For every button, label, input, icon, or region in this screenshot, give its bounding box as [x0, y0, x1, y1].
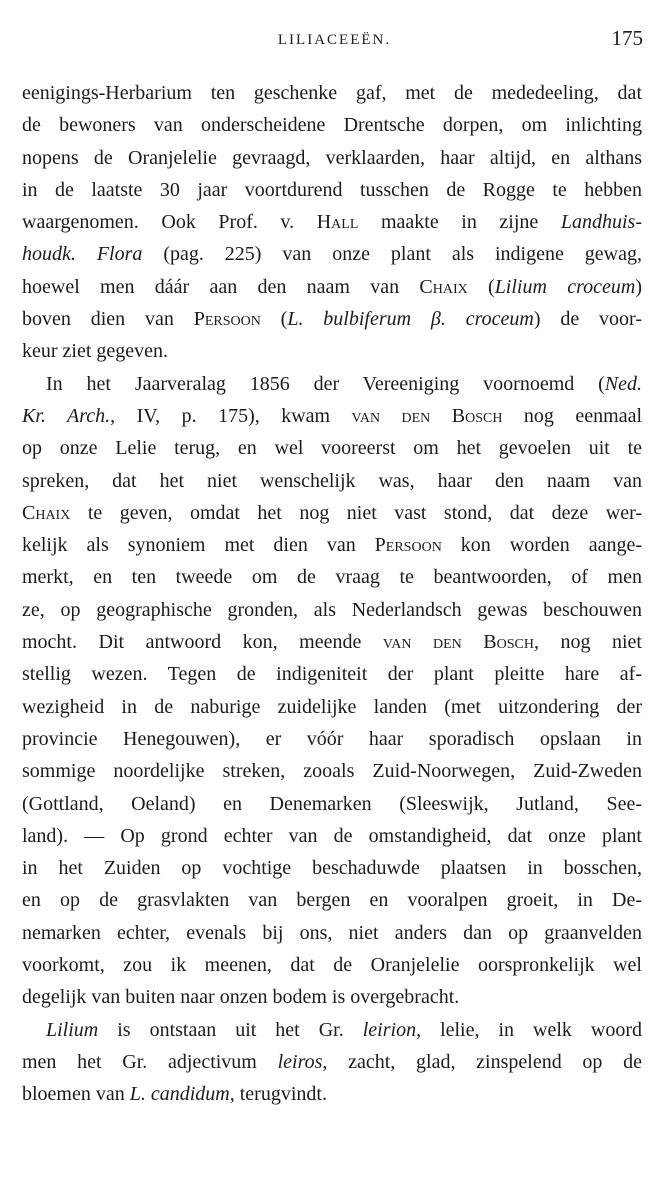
- text-span: wezigheid in de naburige zuidelijke landen (met uitzondering der: [22, 695, 642, 718]
- italic-span: Lilium croceum: [494, 275, 636, 298]
- text-span: (pag. 225) van onze plant als indigene gewag,: [142, 243, 642, 266]
- text-line: [22, 691, 642, 723]
- small-caps-span: Persoon: [374, 534, 442, 557]
- text-line: [22, 594, 642, 626]
- body-text: [22, 77, 642, 1111]
- running-title: LILIACEEËN.: [277, 32, 392, 48]
- text-line: [22, 981, 642, 1013]
- text-span: voorkomt, zou ik meenen, dat de Oranjelelie oorspronkelijk wel: [22, 954, 642, 977]
- text-span: maakte in zijne: [358, 211, 561, 234]
- text-line: [22, 109, 642, 141]
- text-span: , IV, p. 175), kwam: [110, 404, 352, 427]
- text-line: [22, 335, 642, 367]
- text-line: [22, 917, 642, 949]
- italic-span: leirion: [362, 1018, 417, 1041]
- text-span: op onze Lelie terug, en wel vooreerst om het gevoelen uit te: [22, 437, 642, 460]
- italic-span: Lilium: [46, 1018, 99, 1041]
- italic-span: Ned.: [604, 372, 642, 395]
- italic-span: L. candidum: [129, 1083, 230, 1106]
- text-line: [22, 884, 642, 916]
- italic-span: Flora: [96, 243, 143, 266]
- text-span: nog eenmaal: [502, 404, 642, 427]
- text-line: [22, 368, 642, 400]
- text-span: ze, op geographische gronden, als Nederlandsch gewas beschouwen: [22, 598, 642, 621]
- text-line: [22, 238, 642, 270]
- small-caps-span: van den: [351, 404, 431, 427]
- text-span: , nog niet: [533, 631, 642, 654]
- italic-span: Kr. Arch.: [22, 404, 111, 427]
- small-caps-span: Chaix: [419, 275, 468, 298]
- italic-span: houdk.: [22, 243, 76, 266]
- text-span: (: [467, 275, 495, 298]
- text-span: waargenomen. Ook Prof. v.: [22, 211, 317, 234]
- small-caps-span: van den: [382, 631, 462, 654]
- text-line: [22, 788, 642, 820]
- page-number: 175: [611, 26, 643, 50]
- italic-span: Landhuis-: [560, 211, 642, 234]
- small-caps-span: Hall: [316, 211, 359, 234]
- text-span: de bewoners van onderscheidene Drentsche dorpen, om inlichting: [22, 114, 642, 137]
- text-line: [22, 1014, 642, 1046]
- text-line: [22, 206, 642, 238]
- text-line: [22, 465, 642, 497]
- text-span: , zacht, glad, zinspelend op de: [322, 1050, 642, 1073]
- text-span: (Gottland, Oeland) en Denemarken (Sleeswijk, Jutland, See-: [22, 792, 642, 815]
- italic-span: leiros: [277, 1050, 323, 1073]
- text-line: [22, 949, 642, 981]
- small-caps-span: Bosch: [451, 404, 503, 427]
- italic-span: L. bulbiferum β. croceum: [287, 308, 534, 331]
- text-line: [22, 723, 642, 755]
- text-span: in het Zuiden op vochtige beschaduwde plaatsen in bosschen,: [22, 857, 642, 880]
- text-line: [22, 755, 642, 787]
- text-line: [22, 852, 642, 884]
- text-span: kelijk als synoniem met dien van: [22, 534, 375, 557]
- text-line: [22, 820, 642, 852]
- text-span: nemarken echter, evenals bij ons, niet anders dan op graanvelden: [22, 921, 642, 944]
- text-span: nopens de Oranjelelie gevraagd, verklaarden, haar altijd, en althans: [22, 146, 642, 169]
- text-span: (: [260, 308, 288, 331]
- text-span: , terugvindt.: [229, 1083, 327, 1106]
- text-line: [22, 626, 642, 658]
- text-span: kon worden aange-: [441, 534, 642, 557]
- text-span: hoewel men dáár aan den naam van: [22, 275, 420, 298]
- text-span: te geven, omdat het nog niet vast stond, dat deze wer-: [70, 501, 642, 524]
- text-span: ): [635, 275, 642, 298]
- text-span: in de laatste 30 jaar voortdurend tusschen de Rogge te hebben: [22, 178, 642, 201]
- text-line: [22, 1046, 642, 1078]
- text-span: sommige noordelijke streken, zooals Zuid-Noorwegen, Zuid-Zweden: [22, 760, 642, 783]
- text-span: merkt, en ten tweede om de vraag te beantwoorden, of men: [22, 566, 642, 589]
- text-line: [22, 303, 642, 335]
- text-span: provincie Henegouwen), er vóór haar sporadisch opslaan in: [22, 727, 642, 750]
- text-span: is ontstaan uit het Gr.: [98, 1018, 363, 1041]
- small-caps-span: Persoon: [193, 308, 261, 331]
- text-line: [22, 1078, 642, 1110]
- text-span: mocht. Dit antwoord kon, meende: [22, 631, 383, 654]
- text-line: [22, 400, 642, 432]
- text-span: degelijk van buiten naar onzen bodem is overgebracht.: [22, 986, 460, 1009]
- text-span: en op de grasvlakten van bergen en vooralpen groeit, in De-: [22, 889, 642, 912]
- text-line: [22, 142, 642, 174]
- text-span: [462, 631, 484, 653]
- text-line: [22, 77, 642, 109]
- text-span: keur ziet gegeven.: [22, 340, 169, 363]
- text-line: [22, 561, 642, 593]
- small-caps-span: Chaix: [22, 501, 71, 524]
- text-line: [22, 658, 642, 690]
- text-line: [22, 497, 642, 529]
- text-span: In het Jaarveralag 1856 der Vereeniging voornoemd (: [46, 372, 605, 395]
- text-span: eenigings-Herbarium ten geschenke gaf, met de mededeeling, dat: [22, 82, 642, 104]
- small-caps-span: Bosch: [483, 631, 534, 654]
- text-line: [22, 271, 642, 303]
- text-span: stellig wezen. Tegen de indigeniteit der plant pleitte hare af-: [22, 663, 642, 686]
- running-head: [0, 26, 669, 56]
- text-span: bloemen van: [22, 1083, 130, 1106]
- text-span: land). — Op grond echter van de omstandigheid, dat onze plant: [22, 824, 642, 847]
- text-span: boven dien van: [22, 308, 194, 331]
- text-span: , lelie, in welk woord: [416, 1018, 642, 1041]
- text-span: [430, 405, 451, 427]
- text-line: [22, 432, 642, 464]
- text-span: spreken, dat het niet wenschelijk was, haar den naam van: [22, 469, 642, 492]
- text-span: ) de voor-: [533, 308, 642, 331]
- text-span: [76, 243, 97, 265]
- text-line: [22, 529, 642, 561]
- text-span: men het Gr. adjectivum: [22, 1050, 278, 1073]
- text-line: [22, 174, 642, 206]
